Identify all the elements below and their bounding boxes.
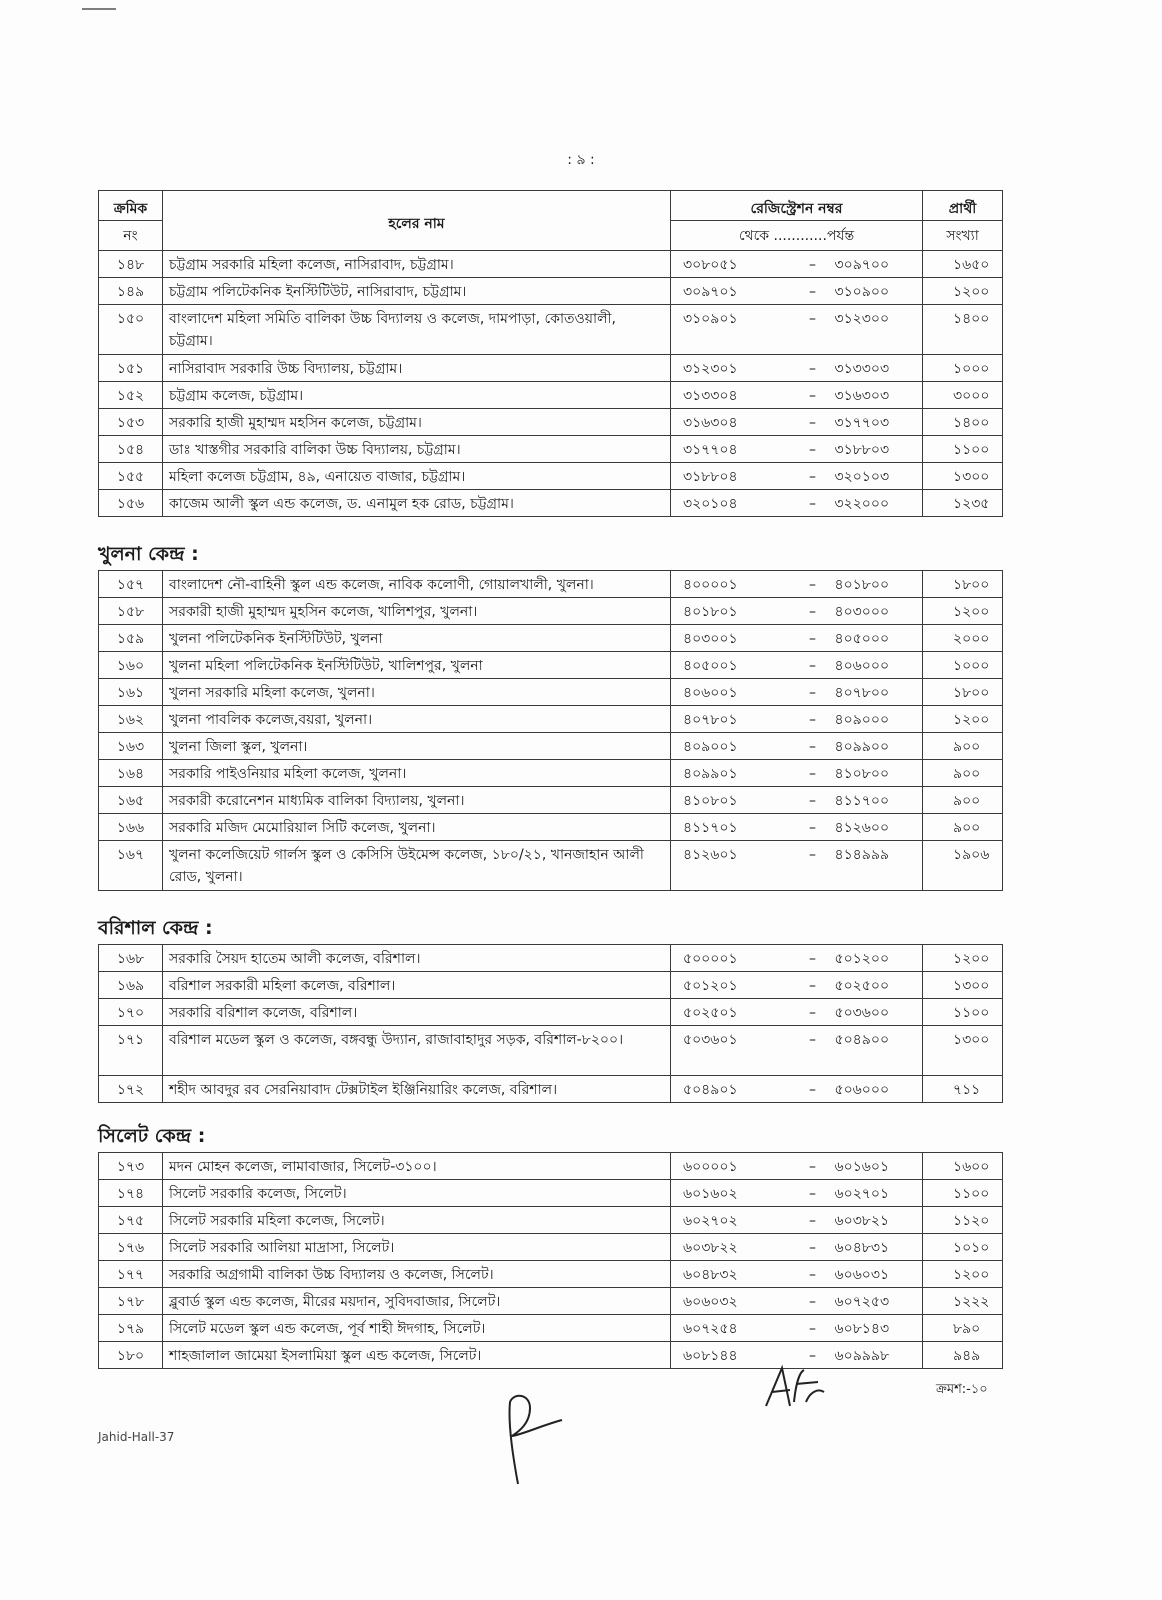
reg-to-cell: ৬০৬০৩১ (827, 1261, 923, 1288)
serial-cell: ১৭৩ (99, 1153, 163, 1180)
table-row (99, 1342, 1003, 1369)
candidate-count-cell: ১৪০০ (923, 409, 1003, 436)
serial-cell: ১৫৩ (99, 409, 163, 436)
serial-cell: ১৫৮ (99, 598, 163, 625)
candidate-count-cell: ৯৪৯ (923, 1342, 1003, 1369)
reg-from-cell: ৫০২৫০১ (671, 999, 799, 1026)
table-row (99, 814, 1003, 841)
table-row (99, 733, 1003, 760)
reg-to-cell: ৪১০৮০০ (827, 760, 923, 787)
reg-to-cell: ৪০৭৮০০ (827, 679, 923, 706)
reg-dash: – (799, 814, 827, 841)
reg-dash: – (799, 1207, 827, 1234)
serial-cell: ১৭৭ (99, 1261, 163, 1288)
candidate-count-cell: ৯০০ (923, 760, 1003, 787)
candidate-count-cell: ১১২০ (923, 1207, 1003, 1234)
hall-name-cell: কাজেম আলী স্কুল এন্ড কলেজ, ড. এনামুল হক রোড, চট্টগ্রাম। (163, 490, 671, 517)
reg-from-cell: ৪০১৮০১ (671, 598, 799, 625)
reg-from-cell: ৬০৭২৫৪ (671, 1315, 799, 1342)
header-candidates: প্রার্থী (923, 191, 1003, 221)
reg-dash: – (799, 625, 827, 652)
reg-from-cell: ৪০৯০০১ (671, 733, 799, 760)
reg-to-cell: ৫০৩৬০০ (827, 999, 923, 1026)
hall-name-cell: খুলনা পলিটেকনিক ইনস্টিটিউট, খুলনা (163, 625, 671, 652)
hall-name-cell: সরকারি মজিদ মেমোরিয়াল সিটি কলেজ, খুলনা। (163, 814, 671, 841)
initials-signature (760, 1362, 830, 1412)
hall-name-cell: বরিশাল মডেল স্কুল ও কলেজ, বঙ্গবন্ধু উদ্যান, রাজাবাহাদুর সড়ক, বরিশাল-৮২০০। (163, 1026, 671, 1076)
reg-to-cell: ৩১৬৩০৩ (827, 382, 923, 409)
table-row (99, 972, 1003, 999)
reg-to-cell: ৬০৯৯৯৮ (827, 1342, 923, 1369)
hall-name-cell: ব্লুবার্ড স্কুল এন্ড কলেজ, মীরের ময়দান, সুবিদবাজার, সিলেট। (163, 1288, 671, 1315)
candidate-count-cell: ১৪০০ (923, 305, 1003, 355)
reg-to-cell: ৪১১৭০০ (827, 787, 923, 814)
header-candidates-sub: সংখ্যা (923, 221, 1003, 251)
reg-from-cell: ৪০৭৮০১ (671, 706, 799, 733)
reg-dash: – (799, 706, 827, 733)
hall-name-cell: বরিশাল সরকারী মহিলা কলেজ, বরিশাল। (163, 972, 671, 999)
sylhet-section-title: সিলেট কেন্দ্র : (98, 1125, 206, 1147)
reg-dash: – (799, 652, 827, 679)
hall-name-cell: বাংলাদেশ মহিলা সমিতি বালিকা উচ্চ বিদ্যালয় ও কলেজ, দামপাড়া, কোতওয়ালী, চট্টগ্রাম। (163, 305, 671, 355)
reg-to-cell: ৪০৯০০০ (827, 706, 923, 733)
reg-dash: – (799, 1234, 827, 1261)
hall-name-cell: চট্টগ্রাম সরকারি মহিলা কলেজ, নাসিরাবাদ, চট্টগ্রাম। (163, 251, 671, 278)
candidate-count-cell: ১৬০০ (923, 1153, 1003, 1180)
hall-name-cell: সরকারি সৈয়দ হাতেম আলী কলেজ, বরিশাল। (163, 945, 671, 972)
candidate-count-cell: ৯০০ (923, 814, 1003, 841)
hall-name-cell: ডাঃ খাস্তগীর সরকারি বালিকা উচ্চ বিদ্যালয়, চট্টগ্রাম। (163, 436, 671, 463)
candidate-count-cell: ১৩০০ (923, 972, 1003, 999)
header-hall-name: হলের নাম (163, 191, 671, 251)
serial-cell: ১৫৪ (99, 436, 163, 463)
serial-cell: ১৭৯ (99, 1315, 163, 1342)
reg-from-cell: ৪০০০০১ (671, 571, 799, 598)
reg-dash: – (799, 760, 827, 787)
reg-to-cell: ৫০২৫০০ (827, 972, 923, 999)
reg-from-cell: ৬০১৬০২ (671, 1180, 799, 1207)
candidate-count-cell: ১৮০০ (923, 679, 1003, 706)
hall-name-cell: সরকারী করোনেশন মাধ্যমিক বালিকা বিদ্যালয়, খুলনা। (163, 787, 671, 814)
serial-cell: ১৫২ (99, 382, 163, 409)
reg-dash: – (799, 972, 827, 999)
reg-to-cell: ৫০৬০০০ (827, 1076, 923, 1103)
reg-from-cell: ৩১৬৩০৪ (671, 409, 799, 436)
candidate-count-cell: ১০০০ (923, 355, 1003, 382)
table-row (99, 787, 1003, 814)
candidate-count-cell: ৯০০ (923, 787, 1003, 814)
reg-to-cell: ৪১২৬০০ (827, 814, 923, 841)
khulna-table (98, 570, 1003, 891)
table-row (99, 760, 1003, 787)
reg-from-cell: ৬০৬০৩২ (671, 1288, 799, 1315)
reg-to-cell: ৪০১৮০০ (827, 571, 923, 598)
reg-dash: – (799, 1288, 827, 1315)
reg-dash: – (799, 999, 827, 1026)
table-row (99, 1207, 1003, 1234)
hall-name-cell: চট্টগ্রাম কলেজ, চট্টগ্রাম। (163, 382, 671, 409)
reg-to-cell: ৩১৩৩০৩ (827, 355, 923, 382)
reg-dash: – (799, 841, 827, 891)
candidate-count-cell: ৩০০০ (923, 382, 1003, 409)
serial-cell: ১৬০ (99, 652, 163, 679)
reg-dash: – (799, 463, 827, 490)
table-row (99, 436, 1003, 463)
table-row (99, 305, 1003, 355)
header-serial: ক্রমিক (99, 191, 163, 221)
reg-dash: – (799, 490, 827, 517)
reg-dash: – (799, 945, 827, 972)
hall-name-cell: সরকারী হাজী মুহাম্মদ মুহসিন কলেজ, খালিশপুর, খুলনা। (163, 598, 671, 625)
reg-dash: – (799, 1342, 827, 1369)
reg-from-cell: ৪১২৬০১ (671, 841, 799, 891)
reg-dash: – (799, 787, 827, 814)
footer-code: Jahid-Hall-37 (98, 1430, 175, 1444)
serial-cell: ১৬৪ (99, 760, 163, 787)
reg-from-cell: ৫০০০০১ (671, 945, 799, 972)
reg-from-cell: ৪০৫০০১ (671, 652, 799, 679)
candidate-count-cell: ১২০০ (923, 598, 1003, 625)
hall-name-cell: সরকারি বরিশাল কলেজ, বরিশাল। (163, 999, 671, 1026)
reg-to-cell: ৩০৯৭০০ (827, 251, 923, 278)
reg-to-cell: ৩১০৯০০ (827, 278, 923, 305)
barishal-section-title: বরিশাল কেন্দ্র : (98, 917, 213, 939)
candidate-count-cell: ১৯০৬ (923, 841, 1003, 891)
reg-from-cell: ৬০২৭০২ (671, 1207, 799, 1234)
candidate-count-cell: ১১০০ (923, 436, 1003, 463)
reg-dash: – (799, 436, 827, 463)
reg-dash: – (799, 278, 827, 305)
candidate-count-cell: ১০১০ (923, 1234, 1003, 1261)
reg-to-cell: ৩২০১০৩ (827, 463, 923, 490)
candidate-count-cell: ১২২২ (923, 1288, 1003, 1315)
serial-cell: ১৭৪ (99, 1180, 163, 1207)
hall-name-cell: সিলেট মডেল স্কুল এন্ড কলেজ, পূর্ব শাহী ঈদগাহ, সিলেট। (163, 1315, 671, 1342)
serial-cell: ১৬২ (99, 706, 163, 733)
reg-to-cell: ৪০৫০০০ (827, 625, 923, 652)
page-number: : ৯ : (567, 152, 595, 168)
reg-from-cell: ৬০৮১৪৪ (671, 1342, 799, 1369)
hall-name-cell: সরকারি অগ্রগামী বালিকা উচ্চ বিদ্যালয় ও কলেজ, সিলেট। (163, 1261, 671, 1288)
hall-name-cell: মহিলা কলেজ চট্টগ্রাম, ৪৯, এনায়েত বাজার, চট্টগ্রাম। (163, 463, 671, 490)
hall-name-cell: খুলনা কলেজিয়েট গার্লস স্কুল ও কেসিসি উইমেন্স কলেজ, ১৮০/২১, খানজাহান আলী রোড, খুলনা। (163, 841, 671, 891)
reg-from-cell: ৫০৩৬০১ (671, 1026, 799, 1076)
serial-cell: ১৫৬ (99, 490, 163, 517)
reg-dash: – (799, 1180, 827, 1207)
serial-cell: ১৬১ (99, 679, 163, 706)
hall-name-cell: খুলনা জিলা স্কুল, খুলনা। (163, 733, 671, 760)
reg-to-cell: ৪১৪৯৯৯ (827, 841, 923, 891)
reg-dash: – (799, 1315, 827, 1342)
reg-dash: – (799, 598, 827, 625)
candidate-count-cell: ১২০০ (923, 706, 1003, 733)
reg-dash: – (799, 1153, 827, 1180)
candidate-count-cell: ১৩০০ (923, 463, 1003, 490)
serial-cell: ১৫৭ (99, 571, 163, 598)
reg-to-cell: ৬০১৬০১ (827, 1153, 923, 1180)
reg-dash: – (799, 571, 827, 598)
reg-from-cell: ৬০৩৮২২ (671, 1234, 799, 1261)
table-row (99, 1153, 1003, 1180)
reg-from-cell: ৩০৯৭০১ (671, 278, 799, 305)
hall-name-cell: নাসিরাবাদ সরকারি উচ্চ বিদ্যালয়, চট্টগ্রাম। (163, 355, 671, 382)
reg-from-cell: ৪০৬০০১ (671, 679, 799, 706)
reg-to-cell: ৫০১২০০ (827, 945, 923, 972)
hall-name-cell: সিলেট সরকারি কলেজ, সিলেট। (163, 1180, 671, 1207)
reg-dash: – (799, 355, 827, 382)
hall-name-cell: সরকারি হাজী মুহাম্মদ মহসিন কলেজ, চট্টগ্রাম। (163, 409, 671, 436)
reg-to-cell: ৬০৭২৫৩ (827, 1288, 923, 1315)
khulna-section-title: খুলনা কেন্দ্র : (98, 543, 199, 565)
reg-from-cell: ৬০৪৮৩২ (671, 1261, 799, 1288)
reg-dash: – (799, 382, 827, 409)
table-row (99, 1076, 1003, 1103)
header-serial-sub: নং (99, 221, 163, 251)
hall-name-cell: খুলনা সরকারি মহিলা কলেজ, খুলনা। (163, 679, 671, 706)
reg-from-cell: ৫০৪৯০১ (671, 1076, 799, 1103)
hall-name-cell: শাহজালাল জামেয়া ইসলামিয়া স্কুল এন্ড কলেজ, সিলেট। (163, 1342, 671, 1369)
scan-mark (80, 4, 120, 14)
table-row (99, 355, 1003, 382)
hall-name-cell: শহীদ আবদুর রব সেরনিয়াবাদ টেক্সটাইল ইঞ্জিনিয়ারিং কলেজ, বরিশাল। (163, 1076, 671, 1103)
reg-dash: – (799, 1076, 827, 1103)
candidate-count-cell: ৭১১ (923, 1076, 1003, 1103)
continued-label: ক্রমশ:-১০ (936, 1382, 988, 1397)
sylhet-table (98, 1152, 1003, 1369)
table-row (99, 625, 1003, 652)
reg-to-cell: ৩১৮৮০৩ (827, 436, 923, 463)
chattogram-table (98, 190, 1003, 517)
reg-dash: – (799, 251, 827, 278)
signature (500, 1392, 570, 1487)
serial-cell: ১৫৯ (99, 625, 163, 652)
reg-dash: – (799, 679, 827, 706)
table-row (99, 1315, 1003, 1342)
reg-to-cell: ৬০২৭০১ (827, 1180, 923, 1207)
hall-name-cell: মদন মোহন কলেজ, লামাবাজার, সিলেট-৩১০০। (163, 1153, 671, 1180)
table-row (99, 841, 1003, 891)
reg-to-cell: ৩১৭৭০৩ (827, 409, 923, 436)
serial-cell: ১৭০ (99, 999, 163, 1026)
reg-to-cell: ৬০৮১৪৩ (827, 1315, 923, 1342)
reg-dash: – (799, 409, 827, 436)
table-row (99, 999, 1003, 1026)
reg-from-cell: ৪০৩০০১ (671, 625, 799, 652)
serial-cell: ১৪৯ (99, 278, 163, 305)
candidate-count-cell: ১২০০ (923, 1261, 1003, 1288)
table-row (99, 1261, 1003, 1288)
candidate-count-cell: ১২০০ (923, 945, 1003, 972)
header-registration: রেজিস্ট্রেশন নম্বর (671, 191, 923, 221)
reg-dash: – (799, 1026, 827, 1076)
candidate-count-cell: ১১০০ (923, 999, 1003, 1026)
table-row (99, 945, 1003, 972)
serial-cell: ১৭৬ (99, 1234, 163, 1261)
serial-cell: ১৬৭ (99, 841, 163, 891)
table-row (99, 1288, 1003, 1315)
reg-from-cell: ৪১১৭০১ (671, 814, 799, 841)
reg-to-cell: ৪০৩০০০ (827, 598, 923, 625)
table-row (99, 278, 1003, 305)
serial-cell: ১৭৮ (99, 1288, 163, 1315)
candidate-count-cell: ১৮০০ (923, 571, 1003, 598)
reg-from-cell: ৩১০৯০১ (671, 305, 799, 355)
reg-from-cell: ৫০১২০১ (671, 972, 799, 999)
barishal-table (98, 944, 1003, 1103)
hall-name-cell: চট্টগ্রাম পলিটেকনিক ইনস্টিটিউট, নাসিরাবাদ, চট্টগ্রাম। (163, 278, 671, 305)
reg-from-cell: ৩১২৩০১ (671, 355, 799, 382)
serial-cell: ১৬৮ (99, 945, 163, 972)
table-row (99, 571, 1003, 598)
reg-to-cell: ৫০৪৯০০ (827, 1026, 923, 1076)
reg-to-cell: ৬০৩৮২১ (827, 1207, 923, 1234)
reg-from-cell: ৪১০৮০১ (671, 787, 799, 814)
hall-name-cell: খুলনা মহিলা পলিটেকনিক ইনস্টিটিউট, খালিশপুর, খুলনা (163, 652, 671, 679)
table-row (99, 598, 1003, 625)
reg-dash: – (799, 733, 827, 760)
serial-cell: ১৪৮ (99, 251, 163, 278)
reg-to-cell: ৩২২০০০ (827, 490, 923, 517)
table-row (99, 1180, 1003, 1207)
table-row (99, 251, 1003, 278)
candidate-count-cell: ৯০০ (923, 733, 1003, 760)
candidate-count-cell: ১৬৫০ (923, 251, 1003, 278)
reg-from-cell: ৩২০১০৪ (671, 490, 799, 517)
candidate-count-cell: ৮৯০ (923, 1315, 1003, 1342)
candidate-count-cell: ১১০০ (923, 1180, 1003, 1207)
table-row (99, 463, 1003, 490)
reg-to-cell: ৪০৯৯০০ (827, 733, 923, 760)
reg-to-cell: ৩১২৩০০ (827, 305, 923, 355)
serial-cell: ১৭১ (99, 1026, 163, 1076)
serial-cell: ১৬৩ (99, 733, 163, 760)
reg-from-cell: ৩০৮০৫১ (671, 251, 799, 278)
reg-from-cell: ৩১৮৮০৪ (671, 463, 799, 490)
serial-cell: ১৫১ (99, 355, 163, 382)
serial-cell: ১৬৫ (99, 787, 163, 814)
serial-cell: ১৬৬ (99, 814, 163, 841)
table-row (99, 706, 1003, 733)
serial-cell: ১৭২ (99, 1076, 163, 1103)
candidate-count-cell: ১০০০ (923, 652, 1003, 679)
table-row (99, 490, 1003, 517)
serial-cell: ১৬৯ (99, 972, 163, 999)
reg-from-cell: ৩১৩৩০৪ (671, 382, 799, 409)
candidate-count-cell: ২০০০ (923, 625, 1003, 652)
hall-name-cell: সিলেট সরকারি মহিলা কলেজ, সিলেট। (163, 1207, 671, 1234)
hall-name-cell: সরকারি পাইওনিয়ার মহিলা কলেজ, খুলনা। (163, 760, 671, 787)
candidate-count-cell: ১২৩৫ (923, 490, 1003, 517)
reg-from-cell: ৪০৯৯০১ (671, 760, 799, 787)
table-row (99, 1234, 1003, 1261)
reg-to-cell: ৪০৬০০০ (827, 652, 923, 679)
table-row (99, 382, 1003, 409)
serial-cell: ১৫৫ (99, 463, 163, 490)
serial-cell: ১৮০ (99, 1342, 163, 1369)
reg-from-cell: ৩১৭৭০৪ (671, 436, 799, 463)
candidate-count-cell: ১২০০ (923, 278, 1003, 305)
reg-dash: – (799, 1261, 827, 1288)
header-registration-sub: থেকে ............পর্যন্ত (671, 221, 923, 251)
hall-name-cell: খুলনা পাবলিক কলেজ,বয়রা, খুলনা। (163, 706, 671, 733)
table-row (99, 1026, 1003, 1076)
table-row (99, 652, 1003, 679)
hall-name-cell: সিলেট সরকারি আলিয়া মাদ্রাসা, সিলেট। (163, 1234, 671, 1261)
table-row (99, 409, 1003, 436)
serial-cell: ১৭৫ (99, 1207, 163, 1234)
reg-to-cell: ৬০৪৮৩১ (827, 1234, 923, 1261)
reg-from-cell: ৬০০০০১ (671, 1153, 799, 1180)
serial-cell: ১৫০ (99, 305, 163, 355)
reg-dash: – (799, 305, 827, 355)
candidate-count-cell: ১৩০০ (923, 1026, 1003, 1076)
hall-name-cell: বাংলাদেশ নৌ-বাহিনী স্কুল এন্ড কলেজ, নাবিক কলোণী, গোয়ালখালী, খুলনা। (163, 571, 671, 598)
table-row (99, 679, 1003, 706)
